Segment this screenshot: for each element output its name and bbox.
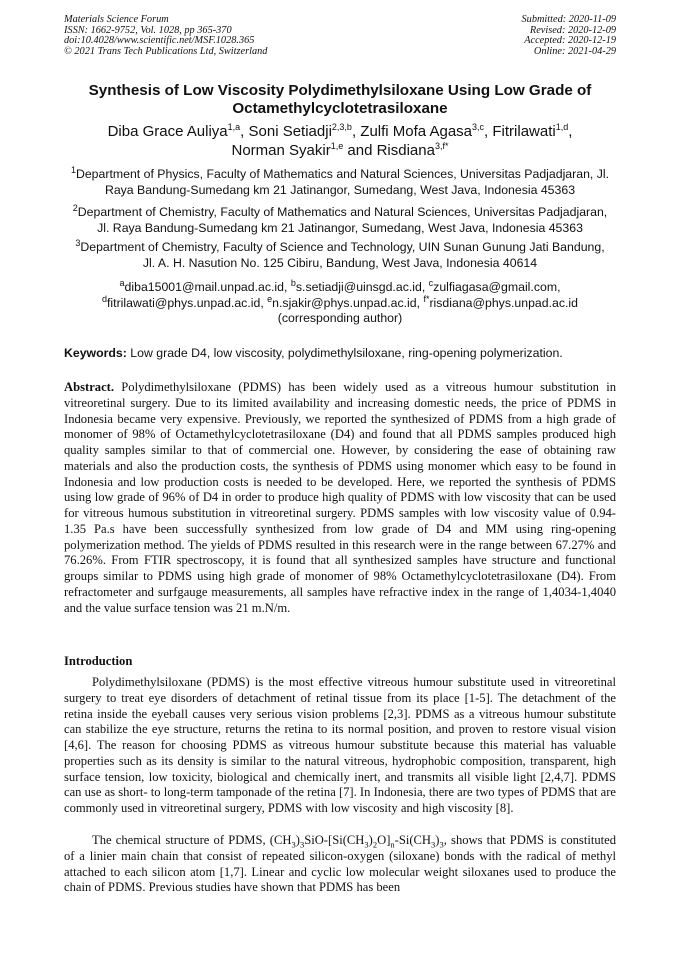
- journal-info: [64, 15, 267, 57]
- affiliation-number: 3: [75, 237, 81, 248]
- affiliation-line: Jl. Raya Bandung-Sumedang km 21 Jatinangor, Sumedang, West Java, Indonesia 45363: [97, 220, 583, 235]
- author-name: Soni Setiadji: [248, 123, 332, 140]
- intro-paragraph-1: Polydimethylsiloxane (PDMS) is the most effective vitreous humour substitute used in vitreoretinal surgery to treat eye disorders of detachment of retinal tissue from its place [1-5]. The detachment of the retina inside the eyeball causes very serious vision problems [2,3]. PDMS as a vitreous humour substitute can stabilize the eye structure, returns the retina to its normal position, and proven to restore visual vision [4,6]. The reason for choosing PDMS as vitreous humour substitute because this material has valuable properties such as its density is similar to the natural vitreous, hydrophobic composition, transparent, high surface tension, low toxicity, biological and chemically inert, and transmits all visible light [2,4,7]. PDMS can use as short- to long-term tamponade of the retina [7]. In Indonesia, there are two types of PDMS that are commonly used in vitreoretinal surgery, PDMS with low viscosity and high viscosity [8].: [64, 675, 616, 815]
- author-separator: ,: [240, 123, 249, 140]
- author-name: Zulfi Mofa Agasa: [360, 123, 473, 140]
- keywords: [64, 345, 616, 361]
- author-emails: $^a$diba15001@mail.unpad.ac.id, $^b$s.setiadji@uinsgd.ac.id, $^c$zulfiagasa@gmail.com, $^d$fitrilawati@phys.unpad.ac.id, $^e$n.sjakir@phys.unpad.ac.id, $^{f*}$risdiana@phys.unpad.ac.id (corresponding author): [64, 280, 616, 327]
- author-affiliation-mark: 1,d: [555, 122, 569, 132]
- email-link[interactable]: risdiana@phys.unpad.ac.id: [429, 295, 578, 310]
- email-link[interactable]: diba15001@mail.unpad.ac.id: [124, 280, 285, 294]
- email-link[interactable]: zulfiagasa@gmail.com: [433, 280, 558, 294]
- date-online: Online: 2021-04-29: [533, 45, 616, 57]
- article-dates: [522, 15, 616, 57]
- journal-name: Materials Science Forum: [64, 14, 169, 25]
- affiliation-1: [64, 164, 616, 198]
- abstract-label: Abstract.: [64, 380, 115, 394]
- author-separator: ,: [568, 123, 573, 140]
- affiliation-line: Jl. A. H. Nasution No. 125 Cibiru, Bandung, West Java, Indonesia 40614: [142, 255, 538, 270]
- date-accepted: Accepted: 2020-12-19: [524, 35, 616, 47]
- corresponding-author-note: (corresponding author): [277, 311, 403, 325]
- title-line-1: Synthesis of Low Viscosity Polydimethylsiloxane Using Low Grade of: [88, 82, 592, 99]
- affiliation-line: Department of Chemistry, Faculty of Mathematics and Natural Sciences, Universitas Padjadjaran,: [77, 205, 608, 219]
- email-link[interactable]: n.sjakir@phys.unpad.ac.id: [272, 295, 417, 310]
- author-name: Risdiana: [376, 142, 435, 159]
- paragraph-text: , shows that PDMS is constituted of a linier main chain that consist of repeated silicon-oxygen (siloxane) bonds with the radical of methyl attached to each silicon atom [1,7]. Linear and cyclic low molecular weight siloxanes used to produce the chain of PDMS. Previous studies have shown that PDMS has been: [64, 833, 616, 895]
- affiliation-line: Department of Physics, Faculty of Mathematics and Natural Sciences, Universitas Padjadjaran, Jl.: [75, 167, 610, 181]
- section-heading-introduction: Introduction: [64, 654, 133, 668]
- author-affiliation-mark: 3,c: [472, 122, 485, 132]
- journal-issn: ISSN: 1662-9752, Vol. 1028, pp 365-370: [64, 24, 232, 36]
- journal-doi[interactable]: doi:10.4028/www.scientific.net/MSF.1028.365: [64, 35, 255, 47]
- paragraph-text: The chemical structure of PDMS, (CH: [92, 833, 292, 847]
- abstract: [64, 380, 616, 616]
- author-name: Norman Syakir: [231, 142, 331, 159]
- author-affiliation-mark: 3,f*: [434, 141, 449, 151]
- abstract-text: Polydimethylsiloxane (PDMS) has been widely used as a vitreous humour substitution in vitreoretinal surgery. Due to its limited availability and increasing domestic needs, the price of PDMS in Indonesia became very expensive. Previously, we reported the synthesized of PDMS from a high grade of monomer of 98% of Octamethylcyclotetrasiloxane (D4) and found that all PDMS samples produced high quality samples similar to that of commercial one. However, by considering the ease of obtaining raw materials and also the production costs, the synthesis of PDMS using monomer which easy to be found in Indonesia and low production costs is needed to be developed. Here, we reported the synthesis of PDMS using low grade of 96% of D4 in order to produce high quality of PDMS with low viscosity that can be used for vitreous humous substitution in vitreoretinal surgery. PDMS samples with low viscosity value of 0.94-1.35 Pa.s have been successfully synthesized from low grade of D4 and MM using ring-opening polymerization method. The yields of PDMS resulted in this research were in the range between 67.27% and 76.26%. From FTIR spectroscopy, it is found that all synthesized samples have structure and functional groups similar to PDMS using high grade of monomer of 98% Octamethylcyclotetrasiloxane (D4). From refractometer and surfgauge measurements, all samples have refractive index in the range of 1,4034-1,4040 and the value surface tension was 21 m.N/m.: [64, 380, 616, 615]
- affiliation-line: Department of Chemistry, Faculty of Science and Technology, UIN Sunan Gunung Jati Bandung,: [80, 240, 605, 254]
- author-list: [64, 122, 616, 160]
- keywords-label: Keywords:: [64, 346, 127, 360]
- author-affiliation-mark: 1,a: [227, 122, 241, 132]
- title-line-2: Octamethylcyclotetrasiloxane: [232, 100, 448, 117]
- affiliation-number: 2: [72, 202, 78, 213]
- date-revised: Revised: 2020-12-09: [529, 24, 616, 36]
- affiliation-number: 1: [70, 164, 76, 175]
- journal-copyright: © 2021 Trans Tech Publications Ltd, Switzerland: [64, 45, 268, 57]
- author-separator: ,: [351, 123, 361, 140]
- author-affiliation-mark: 1,e: [330, 141, 344, 151]
- date-submitted: Submitted: 2020-11-09: [521, 14, 616, 25]
- author-name: Diba Grace Auliya: [107, 123, 228, 140]
- email-link[interactable]: fitrilawati@phys.unpad.ac.id: [107, 295, 261, 310]
- keywords-text: Low grade D4, low viscosity, polydimethylsiloxane, ring-opening polymerization.: [126, 346, 563, 360]
- paper-title: [64, 82, 616, 118]
- author-separator: ,: [484, 123, 493, 140]
- affiliation-line: Raya Bandung-Sumedang km 21 Jatinangor, Sumedang, West Java, Indonesia 45363: [104, 182, 576, 197]
- email-link[interactable]: s.setiadji@uinsgd.ac.id: [295, 280, 422, 294]
- author-separator: and: [343, 142, 377, 159]
- author-name: Fitrilawati: [492, 123, 556, 140]
- author-affiliation-mark: 2,3,b: [331, 122, 352, 132]
- affiliation-3: [64, 237, 616, 271]
- affiliation-2: [64, 202, 616, 236]
- intro-paragraph-2: The chemical structure of PDMS, $(CH_3)_3SiO-[Si(CH_3)_2O]_n-Si(CH_3)_3$, shows that PDMS is constituted of a linier main chain that consist of repeated silicon-oxygen (siloxane) bonds with the radical of methyl attached to each silicon atom [1,7]. Linear and cyclic low molecular weight siloxanes used to produce the chain of PDMS. Previous studies have shown that PDMS has been: [64, 833, 616, 895]
